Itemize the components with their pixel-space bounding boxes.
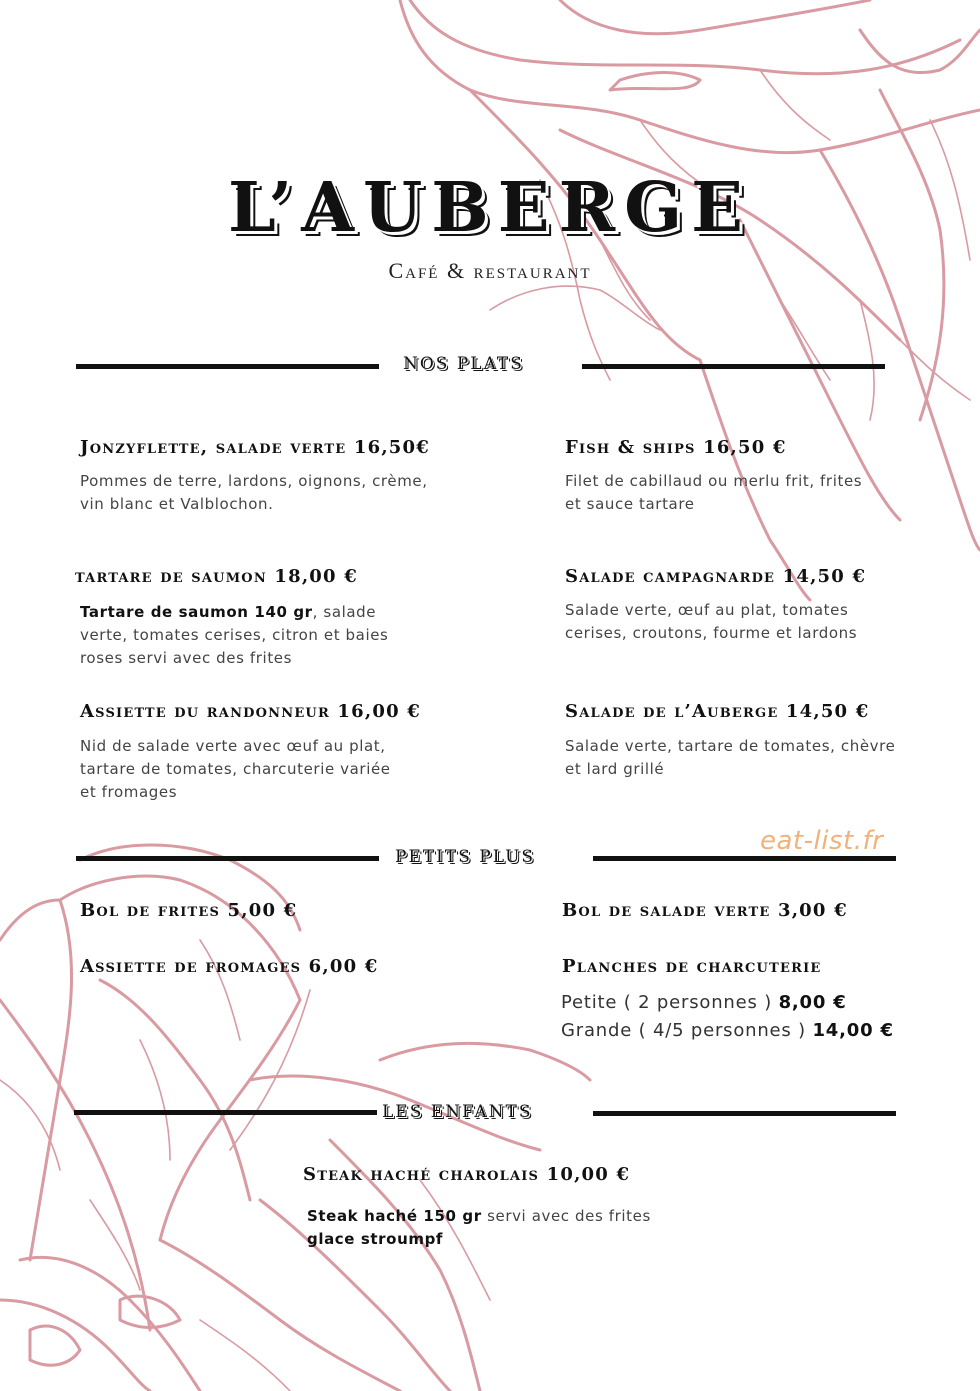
dish-description: Nid de salade verte avec œuf au plat, tartare de tomates, charcuterie variée et fromages [80, 737, 391, 801]
dish-name: Fish & ships 16,50 € [565, 437, 787, 458]
watermark: eat-list.fr [760, 826, 884, 856]
section-rule-left [76, 364, 379, 369]
dish-name: Assiette de fromages 6,00 € [80, 956, 379, 977]
restaurant-subtitle: Café & restaurant [388, 258, 592, 283]
dish-description: Steak haché 150 gr servi avec des frites glace stroumpf [307, 1207, 651, 1248]
dish-description: Salade verte, tartare de tomates, chèvre et lard grillé [565, 737, 896, 778]
section-rule-left [76, 856, 379, 861]
section-title-enfants: LES ENFANTS [382, 1102, 533, 1122]
section-rule-right [593, 1111, 896, 1116]
planche-option: Grande ( 4/5 personnes ) 14,00 € [561, 1020, 894, 1041]
dish-description: Filet de cabillaud ou merlu frit, frites et sauce tartare [565, 472, 863, 513]
section-rule-left [74, 1110, 377, 1115]
dish-name: Jonzyflette, salade verte 16,50€ [80, 437, 430, 458]
dish-name: Bol de salade verte 3,00 € [562, 900, 848, 921]
dish-name: Assiette du randonneur 16,00 € [80, 701, 421, 722]
section-title-petits-plus: PETITS PLUS [395, 847, 536, 867]
dish-name: Bol de frites 5,00 € [80, 900, 298, 921]
dish-name: Steak haché charolais 10,00 € [303, 1164, 631, 1185]
dish-description: Pommes de terre, lardons, oignons, crème, vin blanc et Valblochon. [80, 472, 428, 513]
dish-name: Salade de l’Auberge 14,50 € [565, 701, 870, 722]
section-rule-right [593, 856, 896, 861]
restaurant-title: L’AUBERGE [228, 168, 752, 248]
planche-option: Petite ( 2 personnes ) 8,00 € [561, 992, 847, 1013]
dish-name: tartare de saumon 18,00 € [75, 566, 358, 587]
section-title-plats: NOS PLATS [403, 354, 524, 374]
dish-description: Tartare de saumon 140 gr, salade verte, tomates cerises, citron et baies roses servi avec des frites [80, 603, 389, 667]
section-rule-right [582, 364, 885, 369]
dish-name: Planches de charcuterie [562, 956, 822, 977]
dish-name: Salade campagnarde 14,50 € [565, 566, 867, 587]
dish-description: Salade verte, œuf au plat, tomates cerises, croutons, fourme et lardons [565, 601, 858, 642]
